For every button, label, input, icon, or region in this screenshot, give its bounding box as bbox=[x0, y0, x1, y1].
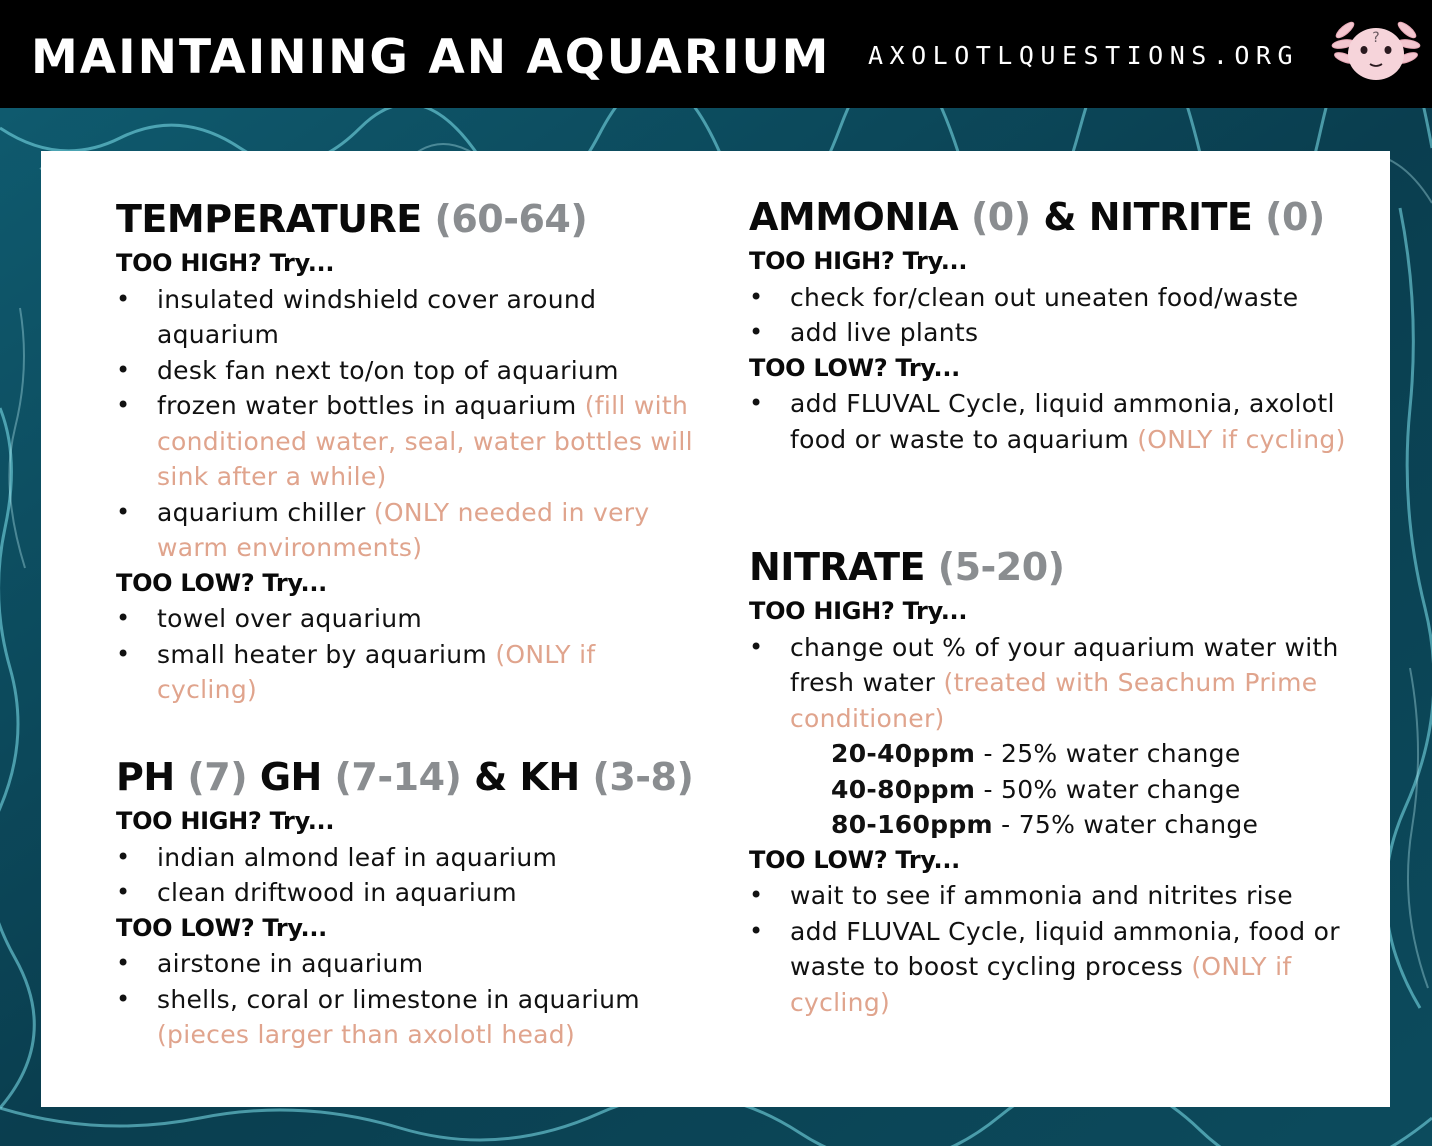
list-item bbox=[116, 946, 696, 982]
ammonia-title: AMMONIA bbox=[749, 195, 959, 239]
item-note: (pieces larger than axolotl head) bbox=[157, 1020, 576, 1049]
list-item bbox=[116, 840, 696, 876]
nitrate-too-low-list bbox=[749, 878, 1379, 1020]
ammonia-too-high-list bbox=[749, 280, 1379, 351]
temperature-too-low-list bbox=[116, 601, 696, 708]
list-item bbox=[116, 982, 696, 1053]
too-high-label: TOO HIGH? Try... bbox=[749, 247, 968, 275]
ammonia-heading bbox=[749, 190, 1379, 244]
item-text: desk fan next to/on top of aquarium bbox=[157, 355, 619, 385]
ph-range: (7) bbox=[187, 755, 248, 799]
level-change: - 75% water change bbox=[1001, 810, 1259, 839]
list-item bbox=[116, 282, 696, 353]
ph-too-high-list bbox=[116, 840, 696, 911]
ph-heading bbox=[116, 750, 696, 804]
list-item bbox=[116, 875, 696, 911]
too-high-label: TOO HIGH? Try... bbox=[749, 597, 968, 625]
level-ppm: 40-80ppm bbox=[831, 774, 976, 804]
list-item bbox=[116, 388, 696, 495]
too-high-label: TOO HIGH? Try... bbox=[116, 807, 335, 835]
level-change: - 50% water change bbox=[983, 774, 1241, 804]
list-item bbox=[749, 386, 1379, 457]
gh-title: GH bbox=[259, 755, 322, 799]
list-item bbox=[749, 878, 1379, 914]
ammonia-range: (0) bbox=[970, 195, 1031, 239]
list-item bbox=[749, 630, 1379, 737]
nitrate-heading bbox=[749, 540, 1379, 594]
level-change: - 25% water change bbox=[983, 739, 1241, 768]
svg-text:?: ? bbox=[1372, 30, 1380, 46]
item-text: clean driftwood in aquarium bbox=[157, 878, 517, 907]
item-text: aquarium chiller bbox=[157, 497, 366, 527]
list-item bbox=[749, 315, 1379, 351]
item-text: check for/clean out uneaten food/waste bbox=[790, 282, 1299, 312]
nitrate-level bbox=[749, 807, 1379, 843]
ammonia-too-low-list bbox=[749, 386, 1379, 457]
too-low-label: TOO LOW? Try... bbox=[749, 353, 960, 382]
item-note: (ONLY needed in very warm environments) bbox=[157, 497, 650, 562]
item-text: small heater by aquarium bbox=[157, 639, 488, 669]
ammonia-section bbox=[749, 190, 1379, 457]
item-text: change out % of your aquarium water with fresh water bbox=[790, 632, 1339, 697]
item-text: indian almond leaf in aquarium bbox=[157, 842, 558, 872]
level-ppm: 20-40ppm bbox=[831, 739, 976, 768]
level-ppm: 80-160ppm bbox=[831, 810, 993, 839]
too-low-label: TOO LOW? Try... bbox=[116, 913, 327, 942]
item-text: wait to see if ammonia and nitrites rise bbox=[790, 881, 1293, 910]
too-low-label: TOO LOW? Try... bbox=[116, 568, 327, 597]
item-text: shells, coral or limestone in aquarium bbox=[157, 984, 640, 1014]
too-low-label: TOO LOW? Try... bbox=[749, 845, 960, 874]
axolotl-icon bbox=[1330, 6, 1422, 98]
ph-section bbox=[116, 750, 696, 1053]
item-note: (ONLY if cycling) bbox=[157, 639, 596, 704]
list-item bbox=[116, 495, 696, 566]
nitrate-title: NITRATE bbox=[749, 545, 925, 589]
item-note: (ONLY if cycling) bbox=[1137, 424, 1346, 454]
list-item bbox=[116, 637, 696, 708]
kh-title: & KH bbox=[474, 755, 580, 799]
header-bar bbox=[0, 0, 1432, 108]
item-text: towel over aquarium bbox=[157, 604, 422, 633]
item-text: frozen water bottles in aquarium bbox=[157, 391, 577, 420]
nitrate-levels bbox=[749, 736, 1379, 843]
item-text: add FLUVAL Cycle, liquid ammonia, food or waste to boost cycling process bbox=[790, 916, 1340, 981]
gh-range: (7-14) bbox=[334, 755, 462, 799]
nitrate-too-high-list bbox=[749, 630, 1379, 737]
nitrite-range: (0) bbox=[1265, 195, 1325, 239]
ph-title: PH bbox=[116, 755, 175, 799]
item-note: (ONLY if cycling) bbox=[790, 952, 1292, 1017]
item-text: airstone in aquarium bbox=[157, 949, 424, 978]
temperature-heading bbox=[116, 192, 696, 246]
nitrate-section bbox=[749, 540, 1379, 1020]
list-item bbox=[749, 280, 1379, 316]
item-text: add FLUVAL Cycle, liquid ammonia, axolotl food or waste to aquarium bbox=[790, 389, 1335, 454]
page-title: MAINTAINING AN AQUARIUM bbox=[31, 30, 831, 85]
item-text: add live plants bbox=[790, 318, 979, 347]
nitrite-title: & NITRITE bbox=[1043, 195, 1253, 239]
list-item bbox=[749, 914, 1379, 1021]
temperature-range: (60-64) bbox=[434, 197, 588, 241]
temperature-title: TEMPERATURE bbox=[116, 197, 422, 241]
too-high-label: TOO HIGH? Try... bbox=[116, 249, 335, 277]
kh-range: (3-8) bbox=[592, 755, 694, 799]
item-note: (fill with conditioned water, seal, water bottles will sink after a while) bbox=[157, 391, 693, 491]
nitrate-range: (5-20) bbox=[937, 545, 1065, 589]
nitrate-level bbox=[749, 772, 1379, 808]
temperature-too-high-list bbox=[116, 282, 696, 566]
ph-too-low-list bbox=[116, 946, 696, 1053]
item-text: insulated windshield cover around aquarium bbox=[157, 284, 597, 349]
nitrate-level bbox=[749, 736, 1379, 772]
temperature-section bbox=[116, 192, 696, 708]
item-note: (treated with Seachum Prime conditioner) bbox=[790, 668, 1318, 733]
list-item bbox=[116, 353, 696, 389]
list-item bbox=[116, 601, 696, 637]
site-url: AXOLOTLQUESTIONS.ORG bbox=[868, 41, 1300, 70]
